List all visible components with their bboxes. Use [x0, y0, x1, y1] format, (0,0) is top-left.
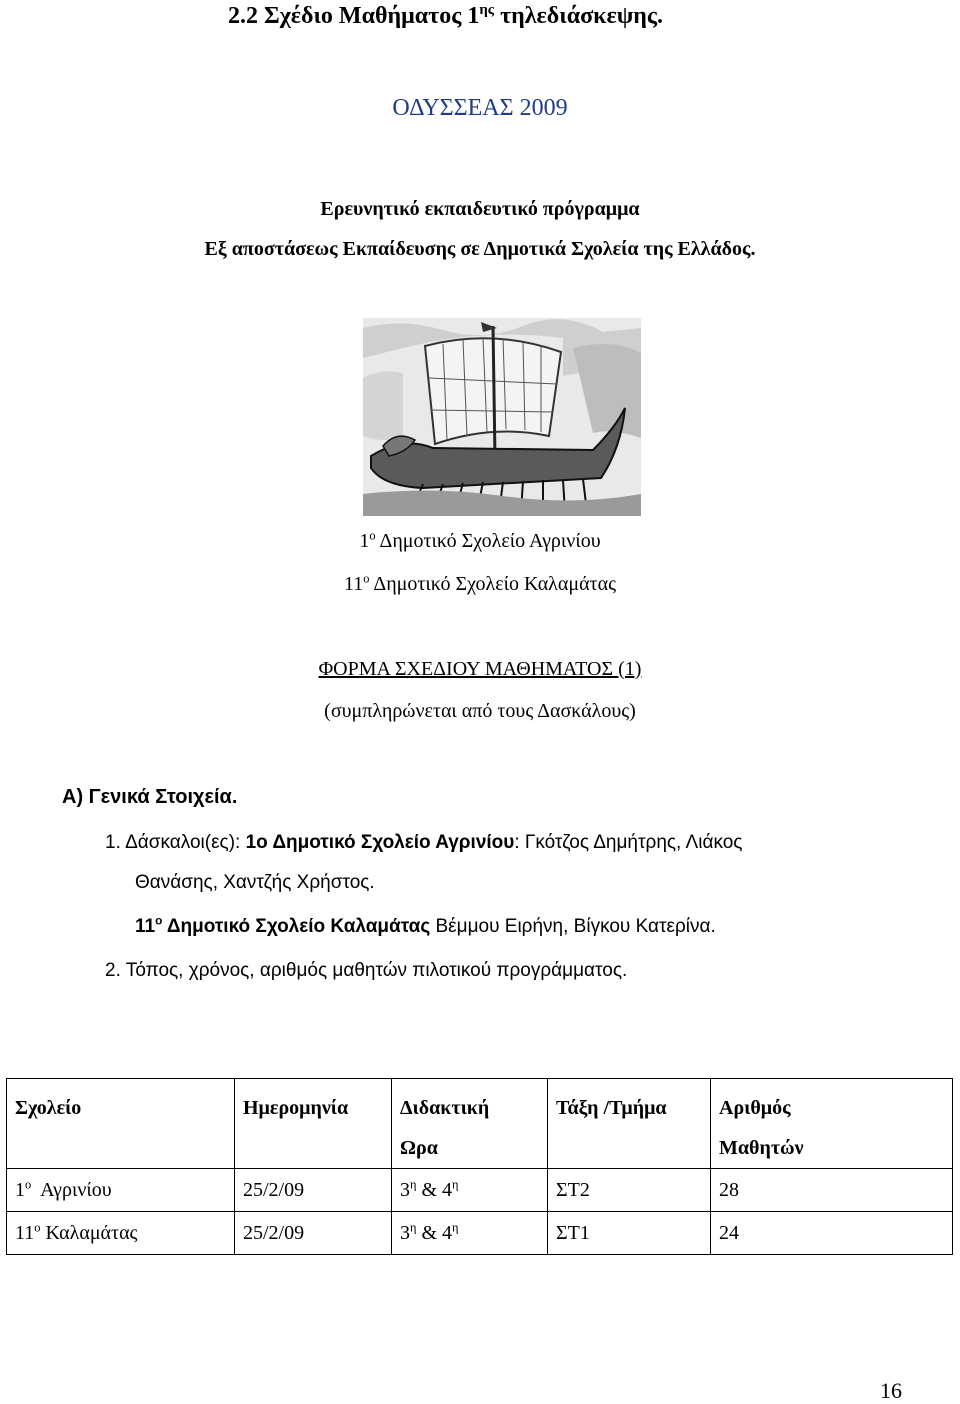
table-row [7, 1169, 953, 1212]
table-row [7, 1212, 953, 1255]
cell-hours: $3^\eta$ & $4^\eta$ [392, 1212, 548, 1255]
form-subtitle: (συμπληρώνεται από τους Δασκάλους) [324, 700, 636, 722]
teachers-item: 1. Δάσκαλοι(ες): 1ο Δημοτικό Σχολείο Αγρινίου: Γκότζος Δημήτρης, Λιάκος [105, 832, 743, 853]
ancient-ship-image [363, 318, 641, 516]
cell-students: 28 [711, 1169, 953, 1212]
program-description: Ερευνητικό εκπαιδευτικό πρόγραμμα [320, 198, 640, 220]
cell-class: ΣΤ1 [548, 1212, 711, 1255]
cell-class: ΣΤ2 [548, 1169, 711, 1212]
school-agrinio: $1^o$ Δημοτικό Σχολείο Αγρινίου [359, 528, 601, 552]
cell-school: $1^o$ Αγρινίου [7, 1169, 235, 1212]
form-title: ΦΟΡΜΑ ΣΧΕΔΙΟΥ ΜΑΘΗΜΑΤΟΣ (1) [318, 658, 642, 680]
header-students: Αριθμός Μαθητών [711, 1079, 953, 1169]
cell-date: 25/2/09 [235, 1169, 392, 1212]
cell-students: 24 [711, 1212, 953, 1255]
cell-school: $11^o$ Καλαμάτας [7, 1212, 235, 1255]
cell-date: 25/2/09 [235, 1212, 392, 1255]
program-title: ΟΔΥΣΣΕΑΣ 2009 [392, 95, 568, 121]
program-subdescription: Εξ αποστάσεως Εκπαίδευσης σε Δημοτικά Σχολεία της Ελλάδος. [204, 238, 756, 260]
lesson-table [6, 1078, 953, 1255]
general-heading: Α) Γενικά Στοιχεία. [62, 786, 238, 808]
table-header-row [7, 1079, 953, 1169]
header-teaching-hour: Διδακτική Ωρα [392, 1079, 548, 1169]
header-school: Σχολείο [7, 1079, 235, 1169]
school-kalamata: $11^o$ Δημοτικό Σχολείο Καλαμάτας [343, 571, 616, 595]
header-date: Ημερομηνία [235, 1079, 392, 1169]
header-class: Τάξη /Τμήμα [548, 1079, 711, 1169]
teachers-item-kalamata: $11^o$ Δημοτικό Σχολείο Καλαμάτας Βέμμου Ειρήνη, Βίγκου Κατερίνα. [135, 914, 716, 937]
cell-hours: $3^\eta$ & $4^\eta$ [392, 1169, 548, 1212]
section-title: 2.2 Σχέδιο Μαθήματος $1^{\eta\varsigma}$ τηλεδιάσκεψης. [228, 2, 663, 29]
page-number: 16 [880, 1378, 902, 1403]
place-time-item: 2. Τόπος, χρόνος, αριθμός μαθητών πιλοτικού προγράμματος. [105, 960, 628, 981]
teachers-item-continued: Θανάσης, Χαντζής Χρήστος. [135, 872, 375, 893]
